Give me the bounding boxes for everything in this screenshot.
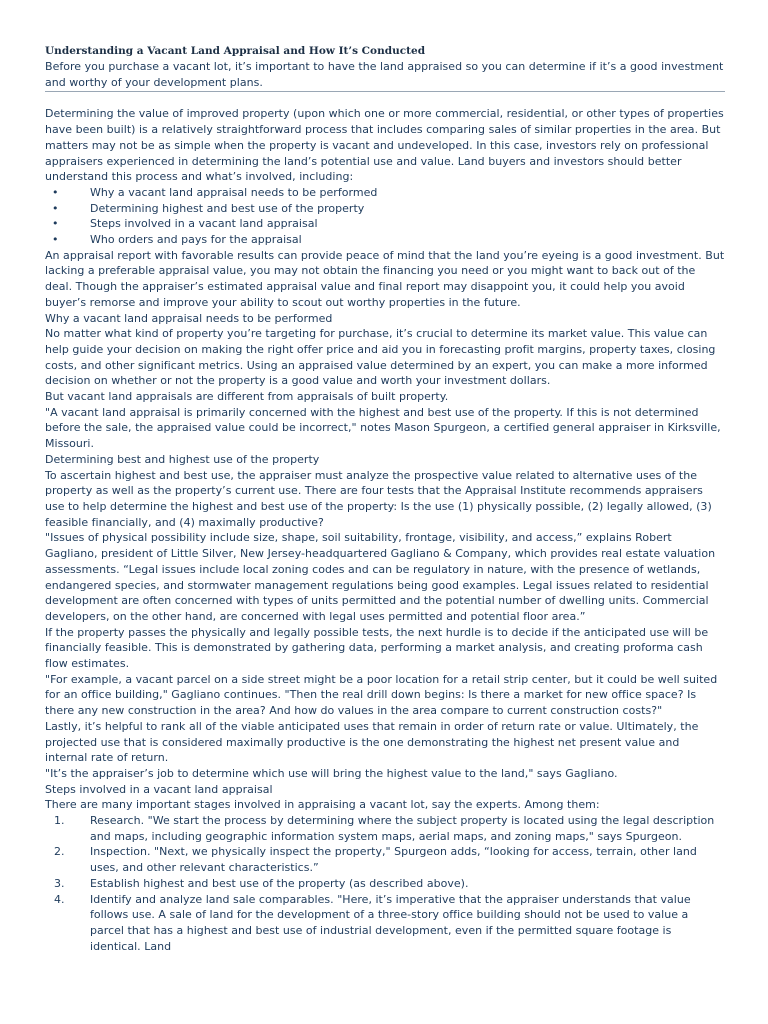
list-item xyxy=(45,201,725,217)
intro-paragraph: Determining the value of improved property (upon which one or more commercial, residential, or other types of properties have been built) is a relatively straightforward process that includes comparing sales of similar properties in the area. But matters may not be as simple when the property is vacant and undeveloped. In this case, investors rely on professional appraisers experienced in determining the land’s potential use and value. Land buyers and investors should better understand this process and what’s involved, including: xyxy=(45,107,724,184)
bullet-marker: • xyxy=(52,233,59,247)
why-paragraph: No matter what kind of property you’re targeting for purchase, it’s crucial to determine its market value. This value can help guide your decision on making the right offer price and aid you in forecasting profit margins, property taxes, closing costs, and other significant metrics. Using an appraised value determined by an expert, you can make a more informed decision on whether or not the property is a good value and worth your investment dollars. xyxy=(45,327,716,388)
section-heading-best-use: Determining best and highest use of the property xyxy=(45,452,320,466)
document-content xyxy=(45,44,725,954)
document-title: Understanding a Vacant Land Appraisal and How It’s Conducted xyxy=(45,45,426,57)
best-use-paragraph: To ascertain highest and best use, the appraiser must analyze the prospective value related to alternative uses of the property as well as the property’s current use. There are four tests that the Appraisal Institute recommends appraisers use to help determine the highest and best use of the property: Is the use (1) physically possible, (2) legally allowed, (3) feasible financially, and (4) maximally productive? xyxy=(45,468,712,529)
example-paragraph: "For example, a vacant parcel on a side street might be a poor location for a retail strip center, but it could be well suited for an office building," Gagliano continues. "Then the real drill down begins: Is there a market for new office space? Is there any new construction in the area? And how do values in the area compare to current construction costs?" xyxy=(45,672,718,718)
topics-bullet-list xyxy=(45,185,725,248)
step-number: 4. xyxy=(54,892,65,906)
section-spacer xyxy=(45,92,725,106)
list-item-text: Why a vacant land appraisal needs to be performed xyxy=(90,185,378,199)
section-heading-why: Why a vacant land appraisal needs to be performed xyxy=(45,311,333,325)
list-item-text: Steps involved in a vacant land appraisal xyxy=(90,217,318,231)
gagliano-quote-paragraph: "Issues of physical possibility include size, shape, soil suitability, frontage, visibility, and access,” explains Robert Gagliano, president of Little Silver, New Jersey-headquartered Gagliano & Company, which provides real estate valuation assessments. “Legal issues include local zoning codes and can be regulatory in nature, with the presence of wetlands, endangered species, and stormwater management regulations being good examples. Legal issues related to residential development are often concerned with types of units permitted and the potential number of dwelling units. Commercial developers, on the other hand, are concerned with legal uses permitted and potential floor area.” xyxy=(45,531,716,623)
appraisal-report-paragraph: An appraisal report with favorable results can provide peace of mind that the land you’re eyeing is a good investment. But lacking a preferable appraisal value, you may not obtain the financing you need or you might want to back out of the deal. Though the appraiser’s estimated appraisal value and final report may disappoint you, it could help you avoid buyer’s remorse and improve your ability to scout out worthy properties in the future. xyxy=(45,248,725,309)
list-item-text: Determining highest and best use of the property xyxy=(90,201,365,215)
list-item-text: Inspection. "Next, we physically inspect the property," Spurgeon adds, “looking for access, terrain, other land uses, and other relevant characteristics.” xyxy=(90,845,697,875)
list-item xyxy=(45,844,725,875)
bullet-marker: • xyxy=(52,201,59,215)
list-item xyxy=(45,216,725,232)
step-number: 1. xyxy=(54,814,65,828)
list-item-text: Who orders and pays for the appraisal xyxy=(90,233,302,247)
steps-intro-paragraph: There are many important stages involved in appraising a vacant lot, say the experts. Among them: xyxy=(45,798,600,812)
list-item xyxy=(45,813,725,844)
bullet-marker: • xyxy=(52,185,59,199)
list-item xyxy=(45,876,725,892)
step-number: 3. xyxy=(54,876,65,890)
list-item xyxy=(45,892,725,955)
section-heading-steps: Steps involved in a vacant land appraisal xyxy=(45,782,273,796)
list-item-text: Identify and analyze land sale comparables. "Here, it’s imperative that the appraiser understands that value follows use. A sale of land for the development of a three-story office building should not be used to value a parcel that has a highest and best use of industrial development, even if the permitted square footage is identical. Land xyxy=(90,892,691,953)
list-item xyxy=(45,232,725,248)
list-item-text: Research. "We start the process by determining where the subject property is located using the legal description and maps, including geographic information system maps, aerial maps, and zoning maps," says Spurgeon. xyxy=(90,814,715,843)
different-paragraph: But vacant land appraisals are different from appraisals of built property. xyxy=(45,390,449,404)
feasible-paragraph: If the property passes the physically and legally possible tests, the next hurdle is to decide if the anticipated use will be financially feasible. This is demonstrated by gathering data, performing a market analysis, and creating proforma cash flow estimates. xyxy=(45,625,709,671)
list-item xyxy=(45,185,725,201)
step-number: 2. xyxy=(54,845,65,859)
steps-numbered-list xyxy=(45,813,725,954)
lastly-paragraph: Lastly, it’s helpful to rank all of the viable anticipated uses that remain in order of return rate or value. Ultimately, the projected use that is considered maximally productive is the one demonstrating the highest net present value and internal rate of return. xyxy=(45,719,699,765)
appraiser-job-quote-paragraph: "It’s the appraiser’s job to determine which use will bring the highest value to the land," says Gagliano. xyxy=(45,766,618,780)
bullet-marker: • xyxy=(52,217,59,231)
list-item-text: Establish highest and best use of the property (as described above). xyxy=(90,876,469,890)
spurgeon-quote-paragraph: "A vacant land appraisal is primarily concerned with the highest and best use of the property. If this is not determined before the sale, the appraised value could be incorrect," notes Mason Spurgeon, a certified general appraiser in Kirksville, Missouri. xyxy=(45,405,721,451)
document-subtitle: Before you purchase a vacant lot, it’s important to have the land appraised so you can determine if it’s a good investment and worthy of your development plans. xyxy=(45,59,725,92)
